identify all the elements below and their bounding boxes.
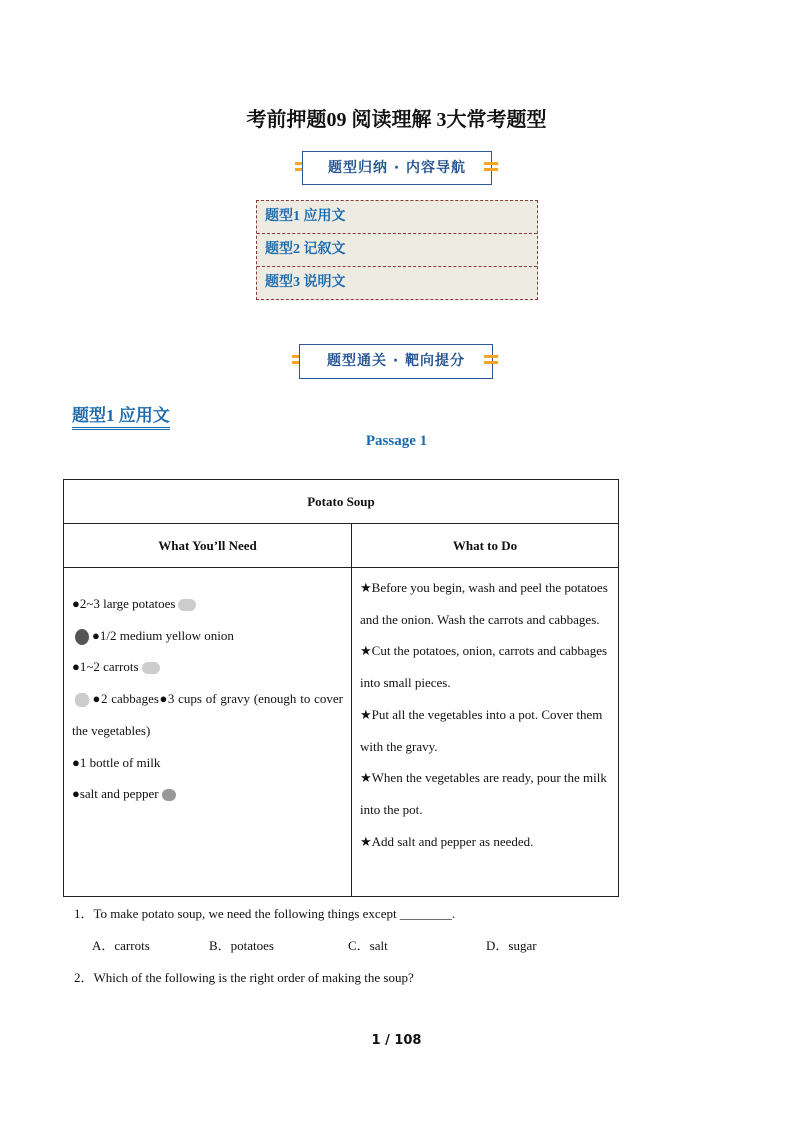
passage-heading: Passage 1 [365, 433, 428, 449]
step: ★Cut the potatoes, onion, carrots and cabbages into small pieces. [360, 643, 608, 691]
step: ★Put all the vegetables into a pot. Cover them with the gravy. [360, 706, 603, 754]
question-2: 2．Which of the following is the right order of making the soup? [74, 970, 414, 985]
toc-item[interactable]: 题型2 记叙文 [257, 233, 537, 266]
toc-item[interactable]: 题型1 应用文 [265, 209, 346, 224]
ingredient: ●1~2 carrots [72, 659, 139, 675]
salt-pepper-icon [162, 789, 176, 801]
ingredient: ●1/2 medium yellow onion [92, 627, 234, 643]
option-c: C．salt [348, 938, 388, 953]
toc-item[interactable]: 题型3 说明文 [257, 266, 537, 299]
decor-bars-icon [484, 355, 498, 364]
question-1: 1．To make potato soup, we need the following things except ________. [74, 906, 456, 921]
cabbage-icon [75, 693, 89, 707]
ingredient: ●2~3 large potatoes [72, 596, 176, 611]
table-title: Potato Soup [64, 480, 619, 524]
carrot-icon [142, 662, 160, 674]
potato-icon [178, 599, 196, 611]
section-heading: 题型1 应用文 [72, 401, 170, 430]
nav-header-practice: 题型通关 · 靶向提分 [299, 344, 493, 379]
page-title: 考前押题09 阅读理解 3大常考题型 [246, 109, 547, 131]
ingredient: ●1 bottle of milk [72, 754, 161, 770]
option-b: B．potatoes [209, 938, 274, 953]
ingredient: ●salt and pepper [72, 786, 159, 802]
step: ★When the vegetables are ready, pour the milk into the pot. [360, 770, 607, 817]
option-a: A．carrots [92, 938, 150, 953]
nav-header-contents: 题型归纳 · 内容导航 [302, 151, 492, 185]
ingredients-cell [64, 568, 352, 897]
column-header: What You’ll Need [64, 524, 352, 568]
recipe-table [63, 479, 619, 897]
column-header: What to Do [352, 524, 619, 568]
onion-icon [75, 629, 89, 645]
ingredient: ●2 cabbages●3 cups of gravy (enough to cover the vegetables) [72, 691, 343, 738]
step: ★Before you begin, wash and peel the potatoes and the onion. Wash the carrots and cabbages. [360, 580, 608, 627]
page-number: 1 / 108 [371, 1033, 422, 1048]
option-d: D．sugar [486, 938, 537, 953]
table-of-contents [256, 200, 538, 300]
steps-cell [352, 568, 619, 897]
step: ★Add salt and pepper as needed. [360, 833, 534, 849]
decor-bars-icon [484, 162, 498, 171]
